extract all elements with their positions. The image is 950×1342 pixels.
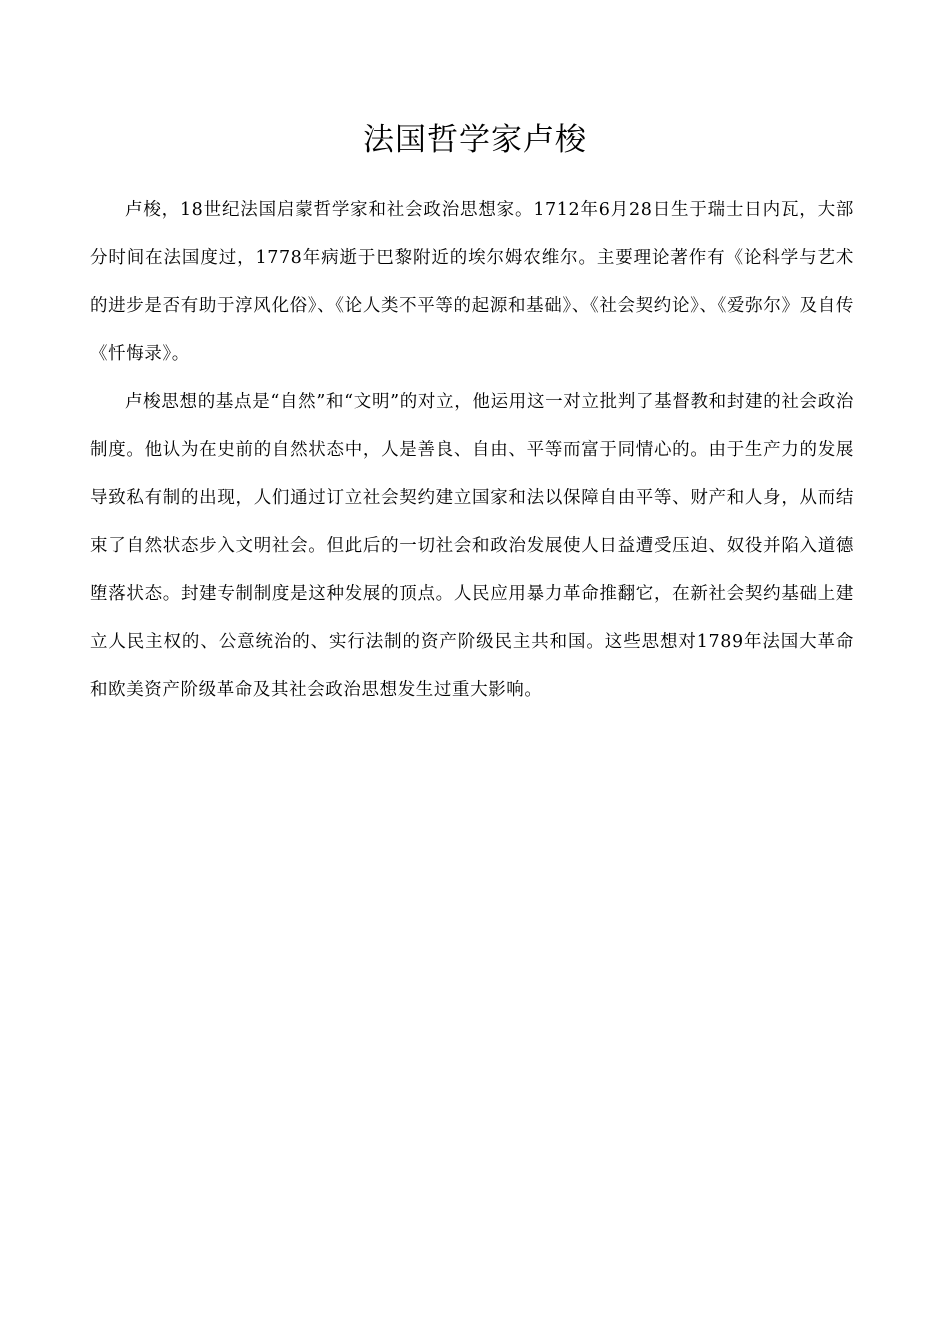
document-body bbox=[90, 186, 854, 714]
document-title: 法国哲学家卢梭 bbox=[363, 122, 587, 158]
paragraph-thought: 卢梭思想的基点是“自然”和“文明”的对立，他运用这一对立批判了基督教和封建的社会政治制度。他认为在史前的自然状态中，人是善良、自由、平等而富于同情心的。由于生产力的发展导致私有制的出现，人们通过订立社会契约建立国家和法以保障自由平等、财产和人身，从而结束了自然状态步入文明社会。但此后的一切社会和政治发展使人日益遭受压迫、奴役并陷入道德堕落状态。封建专制制度是这种发展的顶点。人民应用暴力革命推翻它，在新社会契约基础上建立人民主权的、公意统治的、实行法制的资产阶级民主共和国。这些思想对1789年法国大革命和欧美资产阶级革命及其社会政治思想发生过重大影响。 bbox=[90, 392, 854, 700]
paragraph-biography: 卢梭，18世纪法国启蒙哲学家和社会政治思想家。1712年6月28日生于瑞士日内瓦，大部分时间在法国度过，1778年病逝于巴黎附近的埃尔姆农维尔。主要理论著作有《论科学与艺术的进步是否有助于淳风化俗》、《论人类不平等的起源和基础》、《社会契约论》、《爱弥尔》及自传《忏悔录》。 bbox=[90, 200, 854, 364]
